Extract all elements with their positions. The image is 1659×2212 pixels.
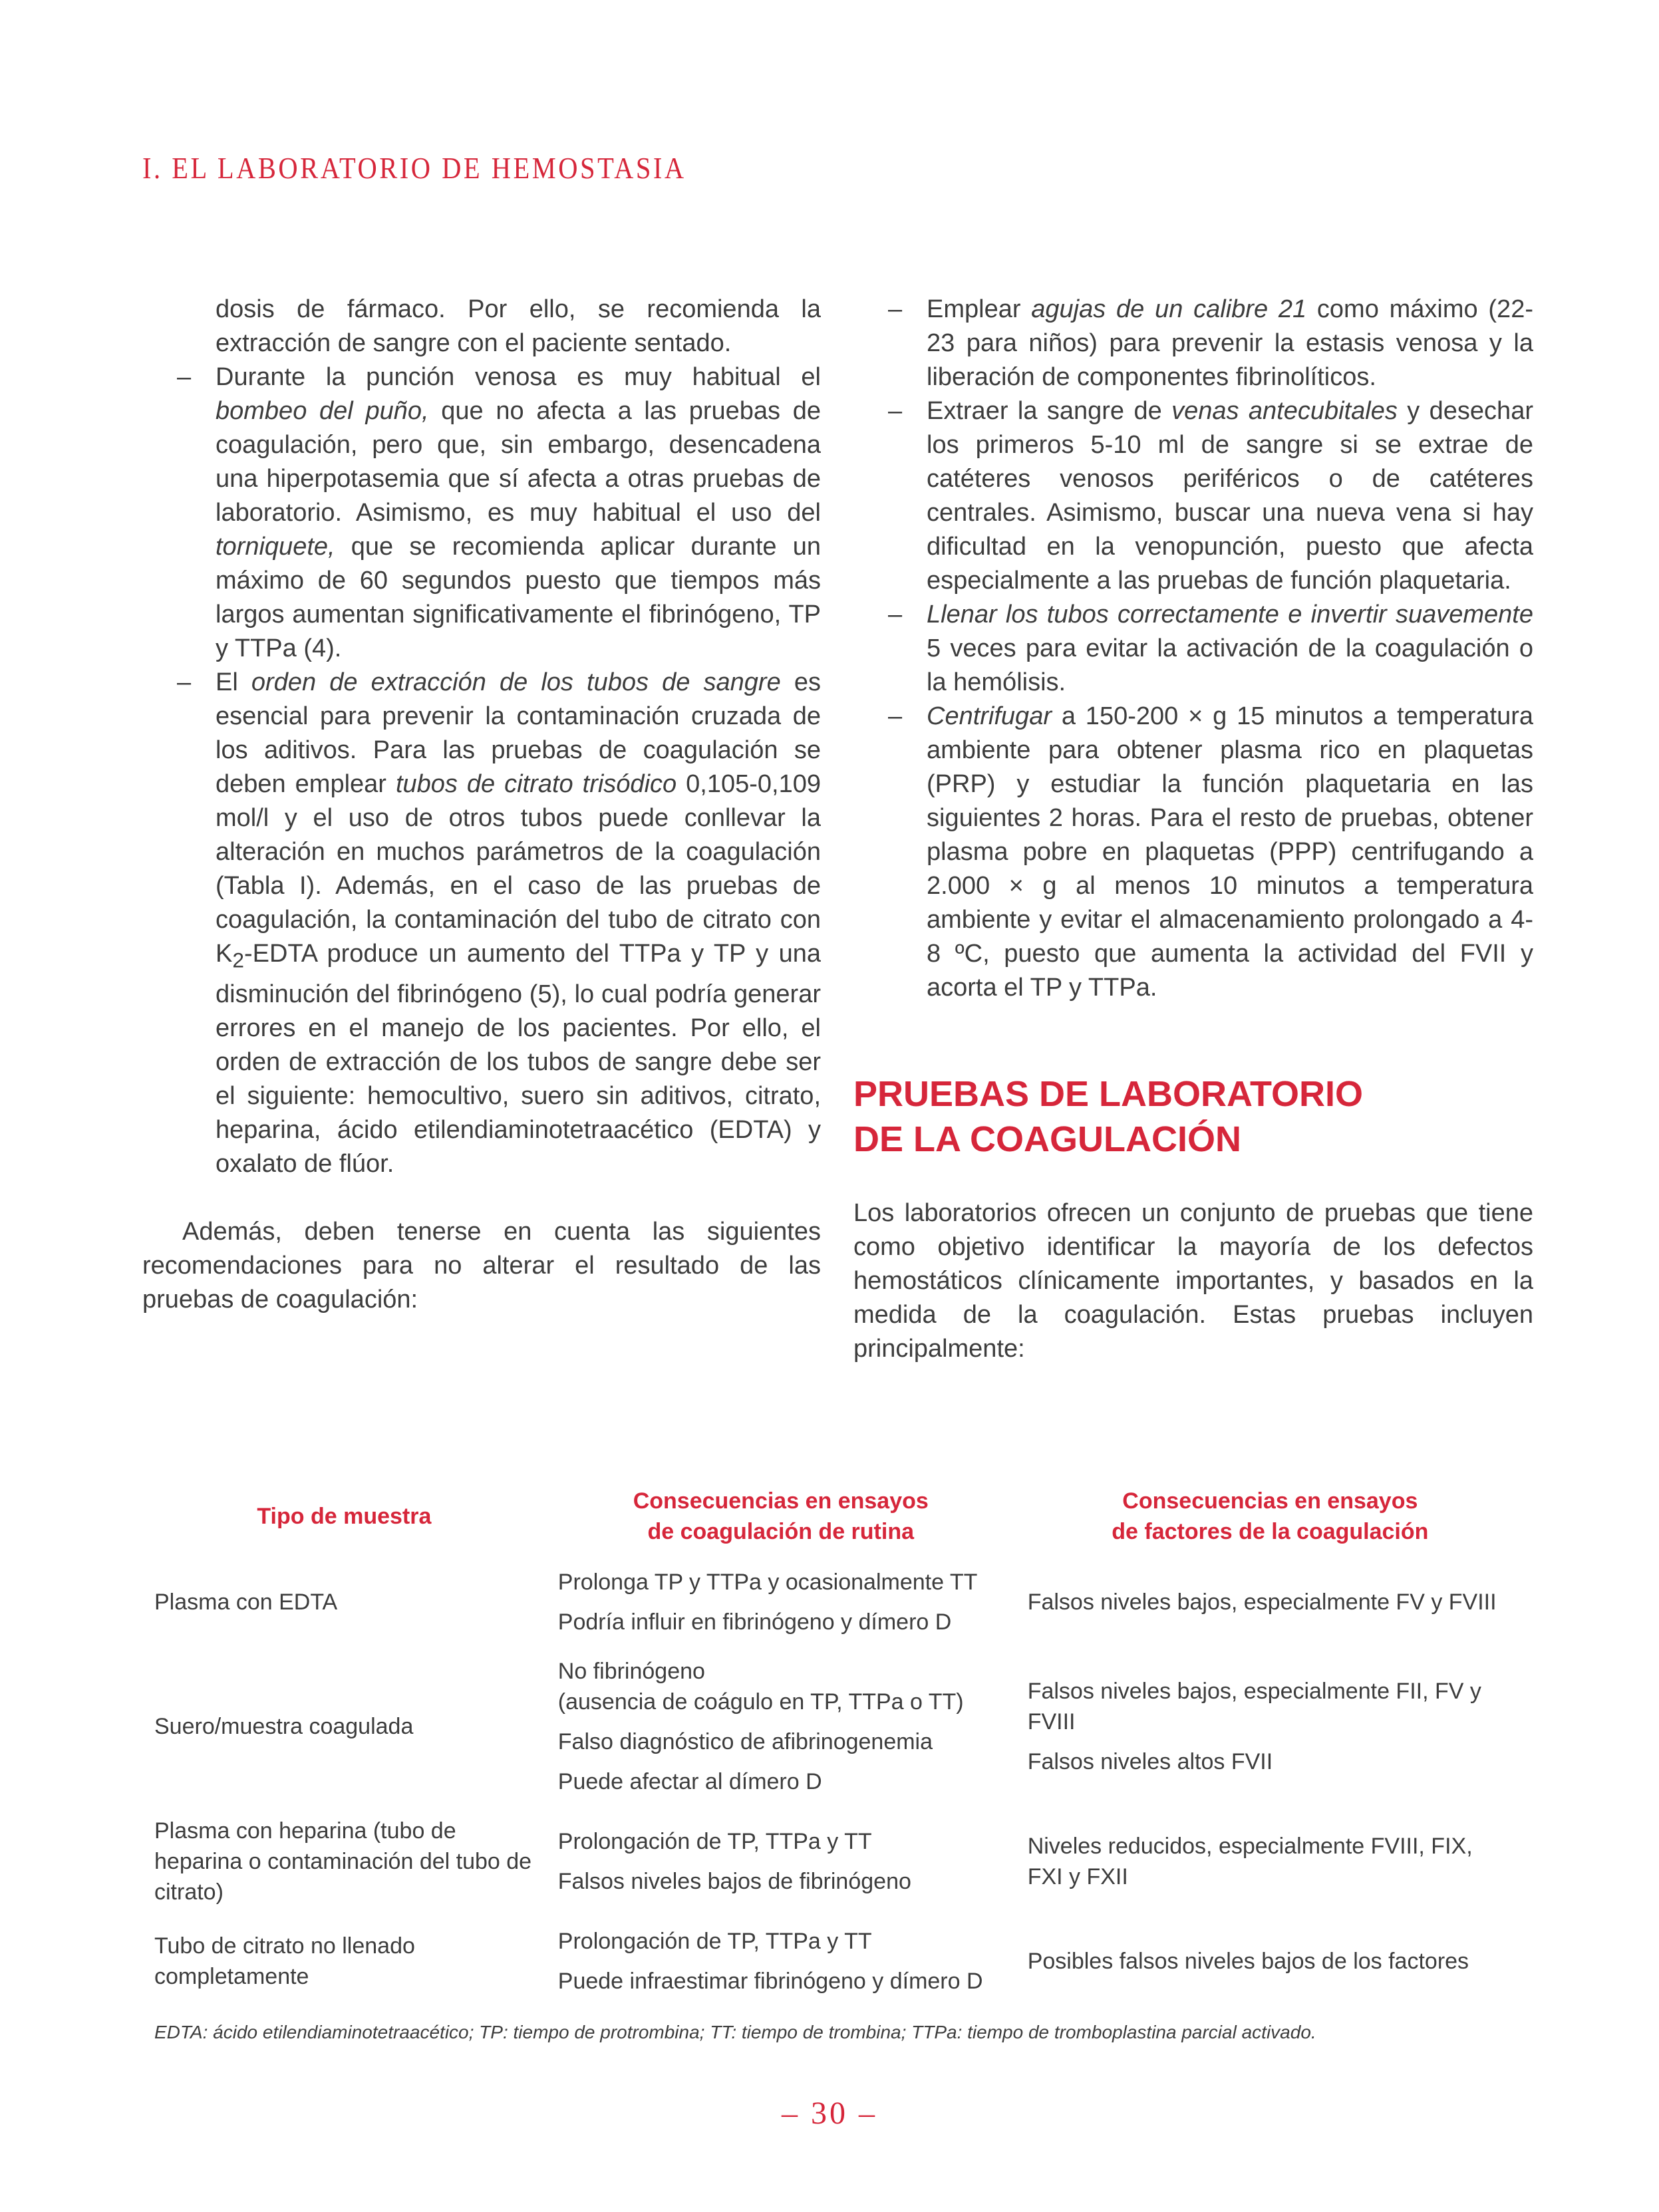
header-label: de coagulación de rutina bbox=[647, 1519, 914, 1544]
italic-run: torniquete, bbox=[216, 533, 335, 561]
continued-paragraph: dosis de fármaco. Por ello, se recomienda la extracción de sangre con el paciente sentado. bbox=[216, 295, 821, 357]
cell-line: Podría influir en fibrinógeno y dímero D bbox=[557, 1609, 952, 1635]
italic-run: venas antecubitales bbox=[1171, 397, 1398, 425]
cell-sample: Tubo de citrato no llenado completamente bbox=[154, 1933, 415, 1989]
list-item bbox=[853, 700, 1533, 1005]
list-dash: – bbox=[177, 363, 192, 391]
cell-line: (ausencia de coágulo en TP, TTPa o TT) bbox=[557, 1689, 964, 1715]
cell-factors bbox=[1016, 1806, 1525, 1917]
cell-routine bbox=[546, 1647, 1016, 1806]
spacer bbox=[142, 1181, 821, 1215]
cell-line: Puede afectar al dímero D bbox=[557, 1769, 822, 1794]
running-header: I. EL LABORATORIO DE HEMOSTASIA bbox=[142, 151, 686, 185]
text-run: a 150-200 × g 15 minutos a temperatura ambiente para obtener plasma rico en plaquetas (PRP) y estudiar la función plaquetaria en las siguientes 2 horas. Para el resto de pruebas, obtener plasma pobre en plaquetas (PPP) centrifugando a 2.000 × g al menos 10 minutos a temperatura ambiente y evitar el almacenamiento prolongado a 4-8 ºC, puesto que aumenta la actividad del FVII y acorta el TP y TTPa. bbox=[927, 702, 1533, 1002]
cell-factors bbox=[1016, 1917, 1525, 2006]
cell-line: Puede infraestimar fibrinógeno y dímero D bbox=[557, 1969, 983, 1994]
cell-sample: Suero/muestra coagulada bbox=[154, 1714, 414, 1739]
cell-line: Niveles reducidos, especialmente FVIII, FIX, FXI y FXII bbox=[1027, 1834, 1473, 1889]
text-run: El bbox=[216, 668, 251, 696]
page-number: – 30 – bbox=[782, 2096, 877, 2131]
cell-routine bbox=[546, 1558, 1016, 1647]
italic-run: Centrifugar bbox=[927, 702, 1052, 730]
section-paragraph: Los laboratorios ofrecen un conjunto de pruebas que tiene como objetivo identificar la mayoría de los defectos hemostáticos clínicamente importantes, y basados en la medida de la coagulación. Estas pruebas incluyen principalmente: bbox=[853, 1199, 1533, 1363]
header-sample-type bbox=[142, 1483, 546, 1558]
list-item bbox=[853, 394, 1533, 598]
cell-factors bbox=[1016, 1647, 1525, 1806]
italic-run: orden de extracción de los tubos de sangre bbox=[251, 668, 781, 696]
cell-routine bbox=[546, 1917, 1016, 2006]
cell-factors bbox=[1016, 1558, 1525, 1647]
cell-line: Falsos niveles bajos de fibrinógeno bbox=[557, 1869, 911, 1894]
cell-line: No fibrinógeno bbox=[557, 1659, 705, 1684]
list-dash: – bbox=[888, 295, 903, 323]
subscript: 2 bbox=[232, 948, 244, 972]
list-dash: – bbox=[888, 601, 903, 628]
header-factors bbox=[1016, 1483, 1525, 1558]
section-title-line: DE LA COAGULACIÓN bbox=[853, 1119, 1241, 1159]
text-run: y desechar los primeros 5-10 ml de sangre si se extrae de catéteres venosos periféricos o de catéteres centrales. Asimismo, buscar una nueva vena si hay dificultad en la venopunción, puesto que afecta especialmente a las pruebas de función plaquetaria. bbox=[927, 397, 1533, 595]
header-label: Tipo de muestra bbox=[257, 1504, 432, 1529]
cell-routine bbox=[546, 1806, 1016, 1917]
table-header-row bbox=[142, 1483, 1525, 1558]
cell-line: Falso diagnóstico de afibrinogenemia bbox=[557, 1729, 933, 1754]
text-run: que se recomienda aplicar durante un máximo de 60 segundos puesto que tiempos más largos aumentan significativamente el fibrinógeno, TP y TTPa (4). bbox=[216, 533, 821, 662]
header-label: de factores de la coagulación bbox=[1112, 1519, 1429, 1544]
header-routine bbox=[546, 1483, 1016, 1558]
header-label: Consecuencias en ensayos bbox=[633, 1488, 929, 1514]
table-row bbox=[142, 1647, 1525, 1806]
cell-line: Posibles falsos niveles bajos de los factores bbox=[1027, 1949, 1469, 1974]
section-title-line: PRUEBAS DE LABORATORIO bbox=[853, 1074, 1364, 1114]
samples-table bbox=[142, 1483, 1525, 2006]
section-title bbox=[853, 1071, 1533, 1162]
left-column bbox=[142, 293, 821, 1317]
cell-sample: Plasma con EDTA bbox=[154, 1590, 338, 1615]
list-dash: – bbox=[888, 702, 903, 730]
italic-run: tubos de citrato trisódico bbox=[395, 770, 677, 798]
cell-line: Prolongación de TP, TTPa y TT bbox=[557, 1929, 872, 1954]
table-footnote: EDTA: ácido etilendiaminotetraacético; TP: tiempo de protrombina; TT: tiempo de trombina; TTPa: tiempo de tromboplastina parcial activado. bbox=[154, 2022, 1316, 2042]
list-item bbox=[142, 360, 821, 666]
cell-line: Prolongación de TP, TTPa y TT bbox=[557, 1829, 872, 1854]
table bbox=[142, 1483, 1525, 2006]
text-run: como máximo (22-23 para niños) para prevenir la estasis venosa y la liberación de componentes fibrinolíticos. bbox=[927, 295, 1533, 391]
text-run: es esencial para prevenir la contaminación cruzada de los aditivos. Para las pruebas de coagulación se deben emplear bbox=[216, 668, 821, 798]
right-column bbox=[853, 293, 1533, 1366]
table-row bbox=[142, 1806, 1525, 1917]
text-run: Extraer la sangre de bbox=[927, 397, 1172, 425]
list-item bbox=[853, 293, 1533, 394]
list-dash: – bbox=[177, 668, 192, 696]
italic-run: bombeo del puño, bbox=[216, 397, 429, 425]
cell-line: Falsos niveles altos FVII bbox=[1027, 1749, 1273, 1774]
table-row bbox=[142, 1558, 1525, 1647]
text-run: -EDTA produce un aumento del TTPa y TP y una disminución del fibrinógeno (5), lo cual podría generar errores en el manejo de los pacientes. Por ello, el orden de extracción de los tubos de sangre debe ser el siguiente: hemocultivo, suero sin aditivos, citrato, heparina, ácido etilendiaminotetraacético (EDTA) y oxalato de flúor. bbox=[216, 940, 821, 1178]
cell-line: Prolonga TP y TTPa y ocasionalmente TT bbox=[557, 1570, 978, 1595]
text-run: que no afecta a las pruebas de coagulación, pero que, sin embargo, desencadena una hiperpotasemia que sí afecta a otras pruebas de laboratorio. Asimismo, es muy habitual el uso del bbox=[216, 397, 821, 527]
italic-run: Llenar los tubos correctamente e invertir suavemente bbox=[927, 601, 1533, 628]
spacer bbox=[853, 1005, 1533, 1071]
table-row bbox=[142, 1917, 1525, 2006]
text-run: Durante la punción venosa es muy habitual el bbox=[216, 363, 821, 391]
cell-line: Falsos niveles bajos, especialmente FII, FV y FVIII bbox=[1027, 1679, 1481, 1734]
spacer bbox=[853, 1162, 1533, 1196]
text-run: 0,105-0,109 mol/l y el uso de otros tubos puede conllevar la alteración en muchos parámetros de la coagulación (Tabla I). Además, en el caso de las pruebas de coagulación, la contaminación del tubo de citrato con K bbox=[216, 770, 821, 968]
list-item bbox=[142, 666, 821, 1181]
paragraph: Además, deben tenerse en cuenta las siguientes recomendaciones para no alterar el resultado de las pruebas de coagulación: bbox=[142, 1217, 821, 1313]
list-dash: – bbox=[888, 397, 903, 425]
header-label: Consecuencias en ensayos bbox=[1122, 1488, 1418, 1514]
text-run: Emplear bbox=[927, 295, 1032, 323]
cell-line: Falsos niveles bajos, especialmente FV y FVIII bbox=[1027, 1590, 1497, 1615]
text-run: 5 veces para evitar la activación de la coagulación o la hemólisis. bbox=[927, 634, 1533, 696]
italic-run: agujas de un calibre 21 bbox=[1031, 295, 1307, 323]
list-item bbox=[853, 598, 1533, 700]
cell-sample: Plasma con heparina (tubo de heparina o contaminación del tubo de citrato) bbox=[154, 1818, 532, 1905]
